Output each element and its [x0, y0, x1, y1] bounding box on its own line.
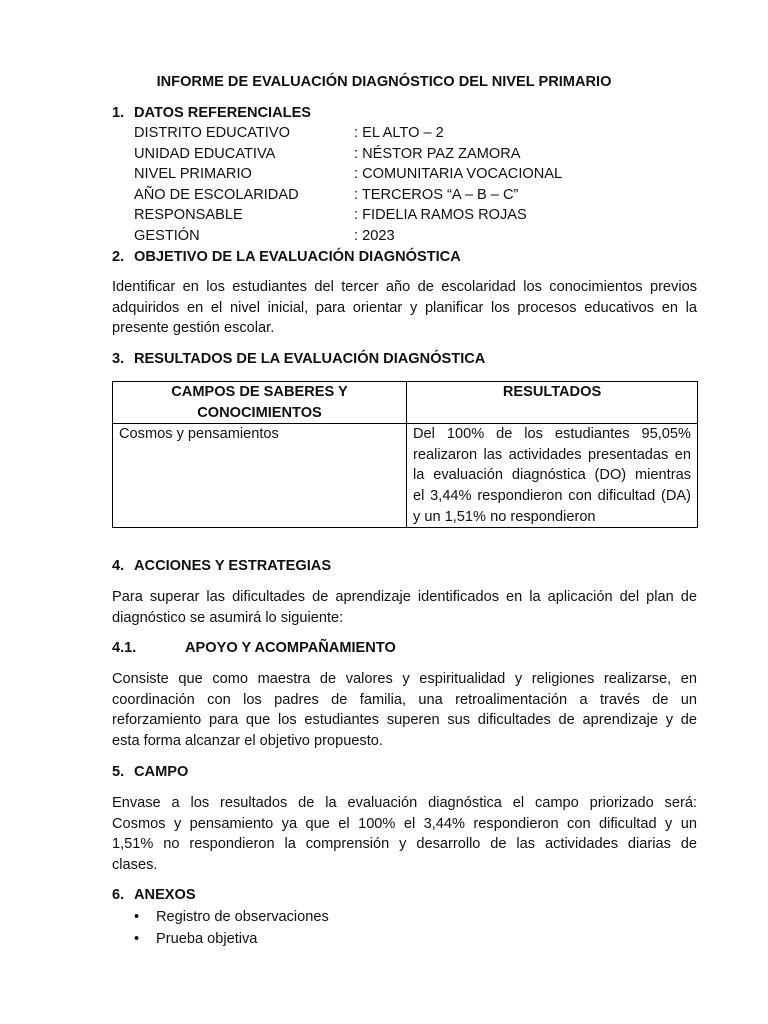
- section-number: 4.1.: [112, 640, 137, 656]
- bullet-icon: •: [134, 909, 140, 925]
- cell-line: realizaron las actividades presentadas en: [413, 446, 691, 463]
- cell-line: el 3,44% respondieron con dificultad (DA): [413, 487, 691, 504]
- section-heading-objetivo: [112, 247, 461, 267]
- paragraph-line: Consiste que como maestra de valores y espiritualidad y religiones realizarse, en: [112, 671, 697, 687]
- paragraph-line: diagnóstico se asumirá lo siguiente:: [112, 609, 344, 626]
- section-title: RESULTADOS DE LA EVALUACIÓN DIAGNÓSTICA: [134, 351, 486, 367]
- datos-label: NIVEL PRIMARIO: [134, 166, 252, 182]
- datos-row: [134, 123, 562, 144]
- table-row: [113, 424, 698, 528]
- section-number: 2.: [112, 249, 125, 265]
- acciones-paragraph: [112, 587, 697, 628]
- section-heading-anexos: [112, 885, 196, 905]
- list-item: [134, 928, 329, 950]
- section-title: CAMPO: [134, 764, 189, 780]
- paragraph-line: Para superar las dificultades de aprendizaje identificados en la aplicación del plan de: [112, 589, 697, 605]
- table-cell-resultado: [407, 424, 698, 528]
- datos-row: [134, 205, 562, 226]
- section-heading-apoyo: [112, 638, 396, 658]
- paragraph-line: esta forma alcanzar el objetivo propuesto.: [112, 732, 383, 749]
- table-cell-campo: Cosmos y pensamientos: [113, 424, 407, 528]
- datos-value: : 2023: [354, 227, 395, 244]
- datos-row: [134, 144, 562, 165]
- column-header-campos: [113, 382, 407, 424]
- section-title: OBJETIVO DE LA EVALUACIÓN DIAGNÓSTICA: [134, 249, 461, 265]
- apoyo-paragraph: [112, 669, 697, 751]
- datos-label: RESPONSABLE: [134, 207, 243, 223]
- datos-referenciales-list: [134, 123, 562, 246]
- section-number: 3.: [112, 351, 125, 367]
- datos-label: GESTIÓN: [134, 227, 200, 244]
- section-heading-acciones: [112, 556, 331, 576]
- paragraph-line: clases.: [112, 856, 158, 873]
- paragraph-line: coordinación con los padres de familia, una retroalimentación a través de un: [112, 691, 697, 708]
- paragraph-line: reforzamiento para que los estudiantes superen sus dificultades de aprendizaje y de: [112, 712, 697, 729]
- section-title: DATOS REFERENCIALES: [134, 105, 312, 121]
- paragraph-line: presente gestión escolar.: [112, 320, 275, 337]
- cell-line: y un 1,51% no respondieron: [413, 508, 596, 525]
- datos-row: [134, 226, 562, 247]
- paragraph-line: 1,51% no respondieron la comprensión y desarrollo de las actividades diarias de: [112, 836, 697, 853]
- datos-row: [134, 185, 562, 206]
- datos-label: UNIDAD EDUCATIVA: [134, 145, 276, 162]
- paragraph-line: Identificar en los estudiantes del tercer año de escolaridad los conocimientos previos: [112, 279, 697, 295]
- section-title: APOYO Y ACOMPAÑAMIENTO: [185, 640, 396, 656]
- section-number: 6.: [112, 887, 125, 903]
- paragraph-line: Envase a los resultados de la evaluación diagnóstica el campo priorizado será:: [112, 795, 697, 811]
- list-item: [134, 906, 329, 928]
- table-header-row: [113, 382, 698, 424]
- section-heading-campo: [112, 762, 188, 782]
- cell-line: la evaluación diagnóstica (DO) mientras: [413, 467, 691, 484]
- column-header-resultados: RESULTADOS: [407, 382, 698, 424]
- datos-value: : TERCEROS “A – B – C”: [354, 186, 519, 203]
- datos-value: : COMUNITARIA VOCACIONAL: [354, 166, 563, 182]
- paragraph-line: adquiridos en el nivel inicial, para orientar y planificar los procesos educativos en la: [112, 299, 697, 316]
- datos-label: DISTRITO EDUCATIVO: [134, 125, 290, 141]
- campo-paragraph: [112, 793, 697, 875]
- list-item-label: Registro de observaciones: [156, 909, 329, 925]
- document-title: INFORME DE EVALUACIÓN DIAGNÓSTICO DEL NIVEL PRIMARIO: [156, 74, 612, 90]
- section-heading-datos-referenciales: [112, 103, 311, 123]
- section-title: ACCIONES Y ESTRATEGIAS: [134, 558, 332, 574]
- anexos-list: [134, 906, 329, 950]
- header-line: CAMPOS DE SABERES Y: [171, 384, 348, 400]
- section-number: 5.: [112, 764, 125, 780]
- datos-value: : NÉSTOR PAZ ZAMORA: [354, 145, 521, 162]
- paragraph-line: Cosmos y pensamiento ya que el 100% el 3,44% respondieron con dificultad y un: [112, 815, 697, 832]
- section-number: 4.: [112, 558, 125, 574]
- datos-row: [134, 164, 562, 185]
- datos-value: : FIDELIA RAMOS ROJAS: [354, 207, 527, 223]
- section-number: 1.: [112, 105, 125, 121]
- section-heading-resultados: [112, 349, 485, 369]
- section-title: ANEXOS: [134, 887, 196, 903]
- bullet-icon: •: [134, 931, 140, 947]
- header-line: CONOCIMIENTOS: [197, 404, 322, 421]
- datos-label: AÑO DE ESCOLARIDAD: [134, 186, 299, 203]
- objetivo-paragraph: [112, 277, 697, 339]
- cell-line: Del 100% de los estudiantes 95,05%: [413, 426, 691, 443]
- list-item-label: Prueba objetiva: [156, 931, 258, 947]
- datos-value: : EL ALTO – 2: [354, 125, 444, 141]
- results-table: [112, 381, 698, 528]
